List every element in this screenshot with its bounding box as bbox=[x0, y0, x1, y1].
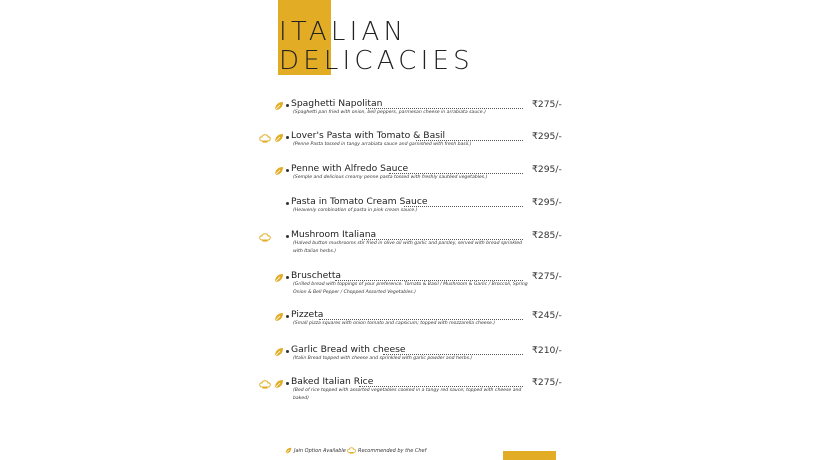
menu-item bbox=[0, 130, 833, 163]
title-line-2: DELICACIES bbox=[279, 46, 474, 76]
menu-item bbox=[0, 376, 833, 409]
item-description: (Halved button mushrooms stir fried in olive oil with garlic and parsley, served with bread sprinkled with Italian herbs.) bbox=[293, 241, 523, 254]
item-name: Baked Italian Rice bbox=[291, 376, 374, 387]
item-name: Pizzeta bbox=[291, 309, 324, 320]
item-description: (Italin Bread topped with cheese and sprinkled with garlic powder and herbs.) bbox=[293, 356, 473, 361]
item-description: (Bed of rice topped with assorted vegetables cooked in a tangy red sauce; topped with cheese and baked) bbox=[293, 388, 522, 401]
chef-hat-icon bbox=[259, 134, 271, 143]
jain-leaf-icon bbox=[274, 166, 284, 176]
item-price: ₹275/- bbox=[532, 377, 562, 388]
menu-item bbox=[0, 270, 833, 303]
jain-leaf-icon bbox=[285, 447, 292, 454]
item-price: ₹295/- bbox=[532, 131, 562, 142]
item-price: ₹210/- bbox=[532, 345, 562, 356]
legend-chef bbox=[347, 447, 426, 457]
jain-leaf-icon bbox=[274, 347, 284, 357]
item-description: (Grilled bread with toppings of your preference. Tomato & Basil / Mushroom & Garlic / Broccoli, Spring Onion & Bell Pepper / Chopped Assorted Vegetables.) bbox=[293, 282, 528, 295]
menu-item bbox=[0, 229, 833, 262]
menu-item bbox=[0, 344, 833, 377]
jain-leaf-icon bbox=[274, 101, 284, 111]
bottom-accent-block bbox=[503, 451, 556, 460]
item-name: Penne with Alfredo Sauce bbox=[291, 163, 409, 174]
legend-chef-label: Recommended by the Chef bbox=[358, 448, 427, 454]
item-bullet bbox=[286, 276, 289, 279]
item-bullet bbox=[286, 202, 289, 205]
jain-leaf-icon bbox=[274, 273, 284, 283]
item-description: (Heavenly combination of pasta in pink cream sauce.) bbox=[293, 208, 418, 213]
item-name: Bruschetta bbox=[291, 270, 342, 281]
menu-item bbox=[0, 309, 833, 342]
item-bullet bbox=[286, 235, 289, 238]
item-bullet bbox=[286, 169, 289, 172]
item-price: ₹275/- bbox=[532, 99, 562, 110]
item-name: Pasta in Tomato Cream Sauce bbox=[291, 196, 428, 207]
chef-hat-icon bbox=[259, 233, 271, 242]
item-bullet bbox=[286, 382, 289, 385]
item-price: ₹275/- bbox=[532, 271, 562, 282]
menu-item bbox=[0, 196, 833, 229]
item-price: ₹245/- bbox=[532, 310, 562, 321]
menu-item bbox=[0, 163, 833, 196]
item-bullet bbox=[286, 315, 289, 318]
item-price: ₹285/- bbox=[532, 230, 562, 241]
item-description: (Penne Pasta tossed in tangy arrabiata sauce and garnished with fresh basil.) bbox=[293, 142, 472, 147]
item-price: ₹295/- bbox=[532, 197, 562, 208]
chef-hat-icon bbox=[347, 447, 356, 454]
item-description: (Spaghetti pan fried with onion, bell peppers, parmesan cheese in arrabiata sauce.) bbox=[293, 110, 486, 115]
item-name: Lover's Pasta with Tomato & Basil bbox=[291, 130, 446, 141]
menu-item bbox=[0, 98, 833, 131]
title-line-1: ITALIAN bbox=[279, 17, 408, 47]
item-name: Spaghetti Napolitan bbox=[291, 98, 383, 109]
chef-hat-icon bbox=[259, 380, 271, 389]
item-description: (Semple and delicious creamy penne pasta tossed with freshly sautéed vegetables.) bbox=[293, 175, 488, 180]
item-name: Mushroom Italiana bbox=[291, 229, 377, 240]
legend-jain-label: Jain Option Available bbox=[294, 448, 346, 454]
jain-leaf-icon bbox=[274, 379, 284, 389]
item-name: Garlic Bread with cheese bbox=[291, 344, 406, 355]
item-description: (Small pizza squares with onion tomato and capsicum; topped with mozzarella cheese.) bbox=[293, 321, 496, 326]
item-price: ₹295/- bbox=[532, 164, 562, 175]
jain-leaf-icon bbox=[274, 133, 284, 143]
item-bullet bbox=[286, 104, 289, 107]
legend-jain bbox=[285, 447, 346, 457]
item-bullet bbox=[286, 350, 289, 353]
jain-leaf-icon bbox=[274, 312, 284, 322]
item-bullet bbox=[286, 136, 289, 139]
